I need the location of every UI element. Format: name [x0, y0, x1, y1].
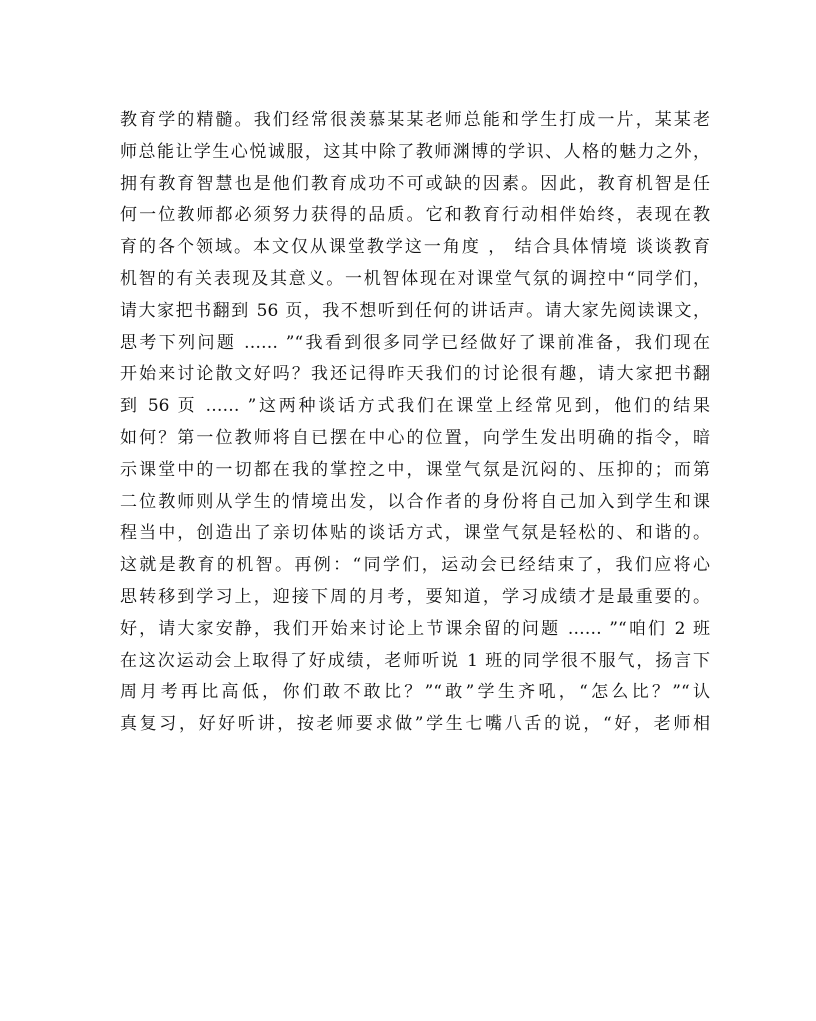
text-line: 思考下列问题 …… ”“我看到很多同学已经做好了课前准备，我们现在: [120, 332, 710, 353]
text-line: 到 56 页 …… ”这两种谈话方式我们在课堂上经常见到，他们的结果: [120, 396, 710, 417]
text-line: 二位教师则从学生的情境出发，以合作者的身份将自己加入到学生和课: [120, 491, 710, 512]
text-line: 周月考再比高低，你们敢不敢比？”“敢”学生齐吼，“怎么比？”“认: [120, 682, 710, 703]
text-line: 好，请大家安静，我们开始来讨论上节课余留的问题 …… ”“咱们 2 班: [120, 618, 710, 639]
text-line: 程当中，创造出了亲切体贴的谈话方式，课堂气氛是轻松的、和谐的。: [120, 523, 710, 544]
text-line: 何一位教师都必须努力获得的品质。它和教育行动相伴始终，表现在教: [120, 205, 710, 226]
text-line: 请大家把书翻到 56 页，我不想听到任何的讲话声。请大家先阅读课文，: [120, 300, 710, 321]
text-line: 师总能让学生心悦诚服，这其中除了教师渊博的学识、人格的魅力之外，: [120, 141, 710, 162]
text-line: 开始来讨论散文好吗？我还记得昨天我们的讨论很有趣，请大家把书翻: [120, 364, 710, 385]
body-text: [120, 105, 710, 741]
text-line: 在这次运动会上取得了好成绩，老师听说 1 班的同学很不服气，扬言下: [120, 650, 710, 671]
text-line: 真复习，好好听讲，按老师要求做”学生七嘴八舌的说，“好，老师相: [120, 714, 710, 735]
text-line: 思转移到学习上，迎接下周的月考，要知道，学习成绩才是最重要的。: [120, 586, 710, 607]
text-line: 拥有教育智慧也是他们教育成功不可或缺的因素。因此，教育机智是任: [120, 173, 710, 194]
text-line: 机智的有关表现及其意义。一机智体现在对课堂气氛的调控中“同学们，: [120, 268, 710, 289]
text-line: 教育学的精髓。我们经常很羡慕某某老师总能和学生打成一片，某某老: [120, 110, 710, 130]
text-line: 示课堂中的一切都在我的掌控之中，课堂气氛是沉闷的、压抑的；而第: [120, 459, 710, 480]
text-line: 这就是教育的机智。再例：“同学们，运动会已经结束了，我们应将心: [120, 555, 710, 576]
text-line: 育的各个领域。本文仅从课堂教学这一角度 ， 结合具体情境 谈谈教育: [120, 237, 710, 258]
text-line: 如何？第一位教师将自已摆在中心的位置，向学生发出明确的指令，暗: [120, 427, 710, 448]
